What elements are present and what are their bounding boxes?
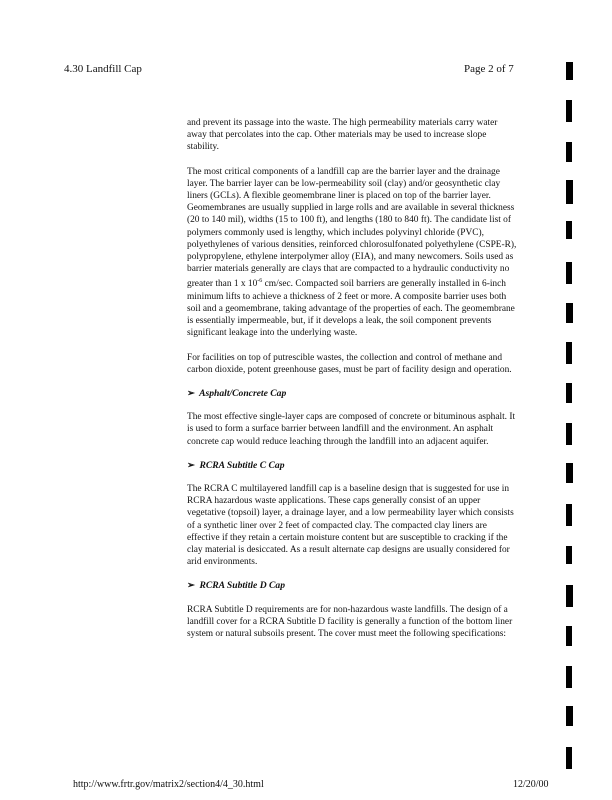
binding-mark xyxy=(566,747,572,769)
binding-mark xyxy=(566,62,573,80)
barrier-text-part1: The most critical components of a landfill cap are the barrier layer and the drainage layer. The barrier layer can be low-permeability soil (clay) and/or geosynthetic clay liners (GCLs). A flexible geomembrane liner is placed on top of the barrier layer. Geomembranes are usually supplied in large rolls and are available in several thickness (20 to 140 mil), widths (15 to 100 ft), and lengths (180 to 840 ft). The candidate list of polymers commonly used is lengthy, which includes polyvinyl chloride (PVC), polyethylenes of various densities, reinforced chlorosulfonated polyethylene (CSPE-R), polypropylene, ethylene interpolymer alloy (EIA), and many newcomers. Soils used as barrier materials generally are clays that are compacted to a hydraulic conductivity no greater than 1 x 10 xyxy=(187,166,517,290)
paragraph-rcra-c: The RCRA C multilayered landfill cap is a baseline design that is suggested for use in RCRA hazardous waste applications. These caps generally consist of an upper vegetative (topsoil) layer, a drainage layer, and a low permeability layer which consists of a synthetic liner over 2 feet of compacted clay. The compacted clay liners are effective if they retain a certain moisture content but are susceptible to cracking if the clay material is desiccated. As a result alternate cap designs are usually considered for arid environments. xyxy=(187,484,514,568)
exponent: -6 xyxy=(257,278,263,285)
heading-rcra-c-label: RCRA Subtitle C Cap xyxy=(199,459,285,471)
binding-mark xyxy=(566,706,573,726)
binding-mark xyxy=(566,342,572,364)
binding-mark xyxy=(566,221,572,239)
binding-mark xyxy=(566,626,572,646)
binding-mark xyxy=(566,100,572,122)
arrow-bullet-icon: ➢ xyxy=(187,387,196,399)
heading-rcra-d-label: RCRA Subtitle D Cap xyxy=(199,580,286,592)
heading-asphalt-cap xyxy=(187,388,517,400)
paragraph-putrescible: For facilities on top of putrescible wastes, the collection and control of methane and carbon dioxide, potent greenhouse gases, must be part of facility design and operation. xyxy=(187,352,512,375)
binding-mark xyxy=(566,180,573,204)
barrier-text-part2: cm/sec. Compacted soil barriers are generally installed in 6-inch minimum lifts to achieve a thickness of 2 feet or more. A composite barrier uses both soil and a geomembrane, taking advantage of the properties of each. The geomembrane is essentially impermeable, but, if it develops a leak, the soil component prevents significant leakage into the underlying waste. xyxy=(187,279,515,339)
heading-rcra-d-cap xyxy=(187,580,517,592)
paragraph-critical-components xyxy=(187,166,517,340)
paragraph-rcra-d: RCRA Subtitle D requirements are for non-hazardous waste landfills. The design of a landfill cover for a RCRA Subtitle D facility is generally a function of the bottom liner system or natural subsoils present. The cover must meet the following specifications: xyxy=(187,604,513,640)
binding-mark xyxy=(566,142,572,162)
page-number: Page 2 of 7 xyxy=(464,63,514,75)
heading-asphalt-label: Asphalt/Concrete Cap xyxy=(199,387,287,399)
binding-mark xyxy=(566,383,572,403)
heading-rcra-c-cap xyxy=(187,460,517,472)
binding-mark xyxy=(566,423,572,445)
binding-mark xyxy=(566,262,572,284)
scan-edge-marks xyxy=(566,0,578,800)
paragraph-asphalt: The most effective single-layer caps are composed of concrete or bituminous asphalt. It is used to form a surface barrier between landfill and the environment. An asphalt concrete cap would reduce leaching through the landfill into an adjacent aquifer. xyxy=(187,412,516,447)
section-title: 4.30 Landfill Cap xyxy=(64,63,142,75)
binding-mark xyxy=(566,463,573,483)
document-body xyxy=(187,117,517,652)
binding-mark xyxy=(566,585,573,607)
paragraph-continued: and prevent its passage into the waste. The high permeability materials carry water away that percolates into the cap. Other materials may be used to increase slope stability. xyxy=(187,118,498,153)
binding-mark xyxy=(566,504,572,526)
footer-url: http://www.frtr.gov/matrix2/section4/4_30.html xyxy=(73,779,264,790)
arrow-bullet-icon: ➢ xyxy=(187,459,196,471)
arrow-bullet-icon: ➢ xyxy=(187,580,196,592)
binding-mark xyxy=(566,303,573,323)
footer-date: 12/20/00 xyxy=(513,779,549,790)
binding-mark xyxy=(566,666,572,688)
binding-mark xyxy=(566,546,572,564)
